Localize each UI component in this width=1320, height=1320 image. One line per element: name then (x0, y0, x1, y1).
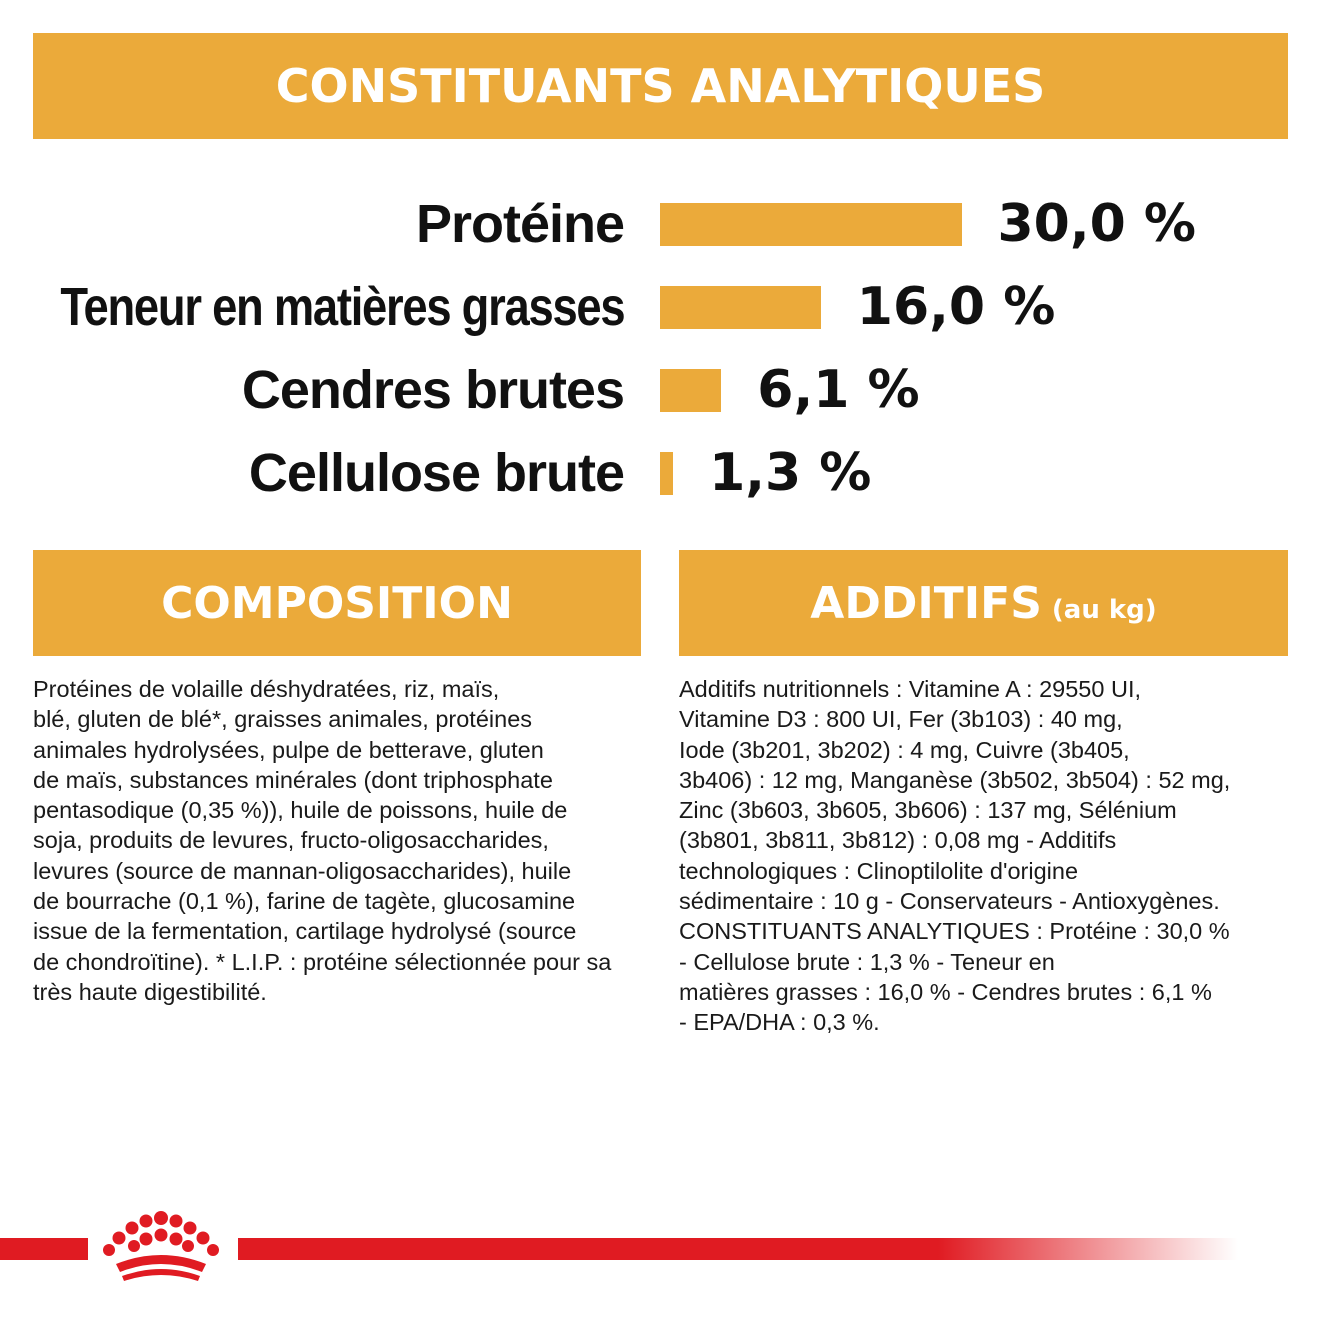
analytics-label: Teneur en matières grasses (60, 277, 624, 337)
analytics-value: 6,1 % (757, 360, 920, 420)
analytics-row (0, 349, 1320, 431)
additifs-title: ADDITIFS (810, 577, 1042, 629)
crown-icon (94, 1208, 228, 1286)
additifs-text: Additifs nutritionnels : Vitamine A : 29550 UI, Vitamine D3 : 800 UI, Fer (3b103) : 40 mg, Iode (3b201, 3b202) : 4 mg, Cuivre (3b405, 3b406) : 12 mg, Manganèse (3b502, 3b504) : 52 mg, Zinc (3b603, 3b605, 3b606) : 137 mg, Sélénium (3b801, 3b811, 3b812) : 0,08 mg - Additifs technologiques : Clinoptilolite d'origine sédimentaire : 10 g - Conservateurs - Antioxygènes. CONSTITUANTS ANALYTIQUES : Protéine : 30,0 % - Cellulose brute : 1,3 % - Teneur en matières grasses : 16,0 % - Cendres brutes : 6,1 % - EPA/DHA : 0,3 %. (679, 676, 1231, 1036)
analytics-value: 1,3 % (709, 443, 872, 503)
analytics-row (0, 432, 1320, 514)
analytics-value: 16,0 % (856, 277, 1056, 337)
additifs-title-banner (679, 550, 1288, 656)
analytics-title-banner (33, 33, 1288, 139)
footer-stripe-left (0, 1238, 88, 1260)
analytics-label: Cendres brutes (241, 360, 624, 420)
footer-stripe-right (238, 1238, 1238, 1260)
composition-title: COMPOSITION (161, 577, 513, 629)
composition-text: Protéines de volaille déshydratées, riz, maïs, blé, gluten de blé*, graisses animales, protéines animales hydrolysées, pulpe de betterave, gluten de maïs, substances minérales (dont triphosphate pentasodique (0,35 %)), huile de poissons, huile de soja, produits de levures, fructo-oligosaccharides, levures (source de mannan-oligosaccharides), huile de bourrache (0,1 %), farine de tagète, glucosamine issue de la fermentation, cartilage hydrolysé (source de chondroïtine). * L.I.P. : protéine sélectionnée pour sa très haute digestibilité. (33, 676, 612, 1005)
analytics-bar (660, 203, 962, 246)
additifs-subtitle: (au kg) (1051, 595, 1157, 625)
analytics-row (0, 183, 1320, 265)
analytics-bar (660, 286, 821, 329)
analytics-label: Protéine (415, 194, 624, 254)
analytics-bar (660, 369, 721, 412)
analytics-title: CONSTITUANTS ANALYTIQUES (275, 59, 1046, 113)
analytics-label: Cellulose brute (248, 443, 624, 503)
analytics-row (0, 266, 1320, 348)
analytics-value: 30,0 % (997, 194, 1197, 254)
composition-title-banner (33, 550, 641, 656)
analytics-bar (660, 452, 673, 495)
